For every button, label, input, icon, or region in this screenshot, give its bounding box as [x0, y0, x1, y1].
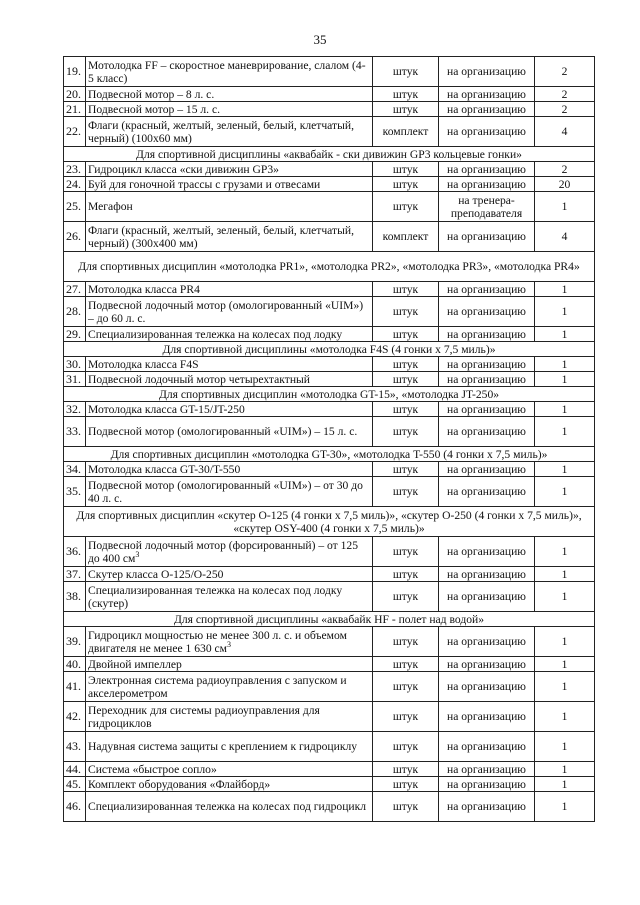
page-number: 35: [313, 32, 327, 47]
item-name: [86, 177, 373, 192]
item-quantity: 1: [535, 372, 595, 387]
item-unit: штук: [373, 657, 439, 672]
row-number: 22.: [64, 117, 86, 147]
item-unit: штук: [373, 282, 439, 297]
item-quantity: 2: [535, 57, 595, 87]
item-quantity: 1: [535, 297, 595, 327]
item-note: на организацию: [439, 762, 535, 777]
item-unit: штук: [373, 567, 439, 582]
item-name: [86, 567, 373, 582]
item-quantity: 1: [535, 567, 595, 582]
item-note: на организацию: [439, 477, 535, 507]
item-name: [86, 102, 373, 117]
item-name-text: Мотолодка класса GT-30/T-550: [88, 462, 241, 476]
item-quantity: 4: [535, 117, 595, 147]
item-quantity: 1: [535, 327, 595, 342]
superscript: 3: [227, 639, 232, 649]
table-row: [64, 537, 595, 567]
item-unit: штук: [373, 192, 439, 222]
item-unit: штук: [373, 762, 439, 777]
item-name: [86, 87, 373, 102]
section-title: Для спортивных дисциплин «мотолодка GT-30», «мотолодка T-550 (4 гонки х 7,5 миль)»: [64, 447, 595, 462]
item-unit: штук: [373, 462, 439, 477]
section-header-row: [64, 147, 595, 162]
item-note: на организацию: [439, 657, 535, 672]
item-quantity: 1: [535, 357, 595, 372]
item-unit: штук: [373, 417, 439, 447]
item-name: [86, 417, 373, 447]
section-header-row: [64, 612, 595, 627]
item-quantity: 1: [535, 777, 595, 792]
item-name: [86, 282, 373, 297]
table-row: [64, 582, 595, 612]
item-note: на организацию: [439, 777, 535, 792]
item-name: [86, 792, 373, 822]
item-name: [86, 162, 373, 177]
section-title: Для спортивной дисциплины «аквабайк - ски дивижин GP3 кольцевые гонки»: [64, 147, 595, 162]
item-unit: штук: [373, 792, 439, 822]
table-row: [64, 177, 595, 192]
item-quantity: 2: [535, 102, 595, 117]
item-unit: штук: [373, 672, 439, 702]
table-row: [64, 477, 595, 507]
item-unit: штук: [373, 477, 439, 507]
section-title: Для спортивной дисциплины «мотолодка F4S (4 гонки х 7,5 миль)»: [64, 342, 595, 357]
item-name: [86, 777, 373, 792]
item-unit: штук: [373, 582, 439, 612]
section-title: Для спортивных дисциплин «скутер O-125 (4 гонки х 7,5 миль)», «скутер O-250 (4 гонки х 7,5 миль)», «скутер OSY-400 (4 гонки х 7,5 миль)»: [64, 507, 595, 537]
item-quantity: 1: [535, 732, 595, 762]
row-number: 35.: [64, 477, 86, 507]
item-unit: комплект: [373, 222, 439, 252]
item-name: [86, 222, 373, 252]
table-row: [64, 567, 595, 582]
row-number: 43.: [64, 732, 86, 762]
item-name-text: Подвесной мотор – 8 л. с.: [88, 87, 215, 101]
table-row: [64, 417, 595, 447]
row-number: 37.: [64, 567, 86, 582]
item-quantity: 1: [535, 792, 595, 822]
item-name: [86, 537, 373, 567]
item-unit: штук: [373, 177, 439, 192]
section-header-row: [64, 252, 595, 282]
item-name: [86, 192, 373, 222]
item-quantity: 1: [535, 417, 595, 447]
item-name: [86, 702, 373, 732]
table-row: [64, 372, 595, 387]
table-row: [64, 402, 595, 417]
item-note: на организацию: [439, 582, 535, 612]
item-note: на организацию: [439, 87, 535, 102]
row-number: 23.: [64, 162, 86, 177]
table-row: [64, 222, 595, 252]
row-number: 29.: [64, 327, 86, 342]
section-header-row: [64, 342, 595, 357]
item-name-text: Подвесной лодочный мотор (форсированный) – от 125 до 400 см: [88, 538, 359, 565]
item-unit: штук: [373, 327, 439, 342]
item-unit: штук: [373, 372, 439, 387]
row-number: 19.: [64, 57, 86, 87]
section-title: Для спортивных дисциплин «мотолодка PR1», «мотолодка PR2», «мотолодка PR3», «мотолодка PR4»: [64, 252, 595, 282]
item-name-text: Переходник для системы радиоуправления для гидроциклов: [88, 703, 320, 730]
item-note: на организацию: [439, 282, 535, 297]
item-unit: комплект: [373, 117, 439, 147]
table-row: [64, 792, 595, 822]
item-name-text: Мотолодка класса F4S: [88, 357, 199, 371]
item-name-text: Гидроцикл мощностью не менее 300 л. с. и объемом двигателя не менее 1 630 см: [88, 628, 347, 655]
item-name-text: Комплект оборудования «Флайборд»: [88, 777, 271, 791]
item-name-text: Флаги (красный, желтый, зеленый, белый, клетчатый, черный) (300х400 мм): [88, 223, 354, 250]
item-quantity: 1: [535, 762, 595, 777]
item-name-text: Специализированная тележка на колесах под гидроцикл: [88, 800, 367, 813]
item-note: на организацию: [439, 372, 535, 387]
section-title: Для спортивных дисциплин «мотолодка GT-15», «мотолодка JT-250»: [64, 387, 595, 402]
item-name: [86, 117, 373, 147]
table-row: [64, 627, 595, 657]
item-quantity: 1: [535, 582, 595, 612]
item-unit: штук: [373, 537, 439, 567]
item-note: на организацию: [439, 702, 535, 732]
item-quantity: 2: [535, 162, 595, 177]
table-row: [64, 117, 595, 147]
row-number: 46.: [64, 792, 86, 822]
table-body: [64, 57, 595, 822]
item-name-text: Специализированная тележка на колесах под лодку: [88, 327, 343, 341]
item-quantity: 1: [535, 657, 595, 672]
item-name-text: Буй для гоночной трассы с грузами и отвесами: [88, 177, 321, 191]
equipment-table: [63, 56, 595, 822]
item-name-text: Флаги (красный, желтый, зеленый, белый, клетчатый, черный) (100х60 мм): [88, 118, 354, 145]
item-note: на организацию: [439, 222, 535, 252]
item-quantity: 1: [535, 672, 595, 702]
item-quantity: 1: [535, 282, 595, 297]
item-quantity: 1: [535, 402, 595, 417]
section-header-row: [64, 507, 595, 537]
table-row: [64, 192, 595, 222]
row-number: 41.: [64, 672, 86, 702]
item-unit: штук: [373, 777, 439, 792]
item-note: на организацию: [439, 117, 535, 147]
item-note: на организацию: [439, 792, 535, 822]
item-name-text: Скутер класса O-125/O-250: [88, 567, 224, 581]
item-name-text: Электронная система радиоуправления с запуском и акселерометром: [88, 673, 347, 700]
item-name: [86, 462, 373, 477]
table-row: [64, 102, 595, 117]
row-number: 21.: [64, 102, 86, 117]
item-quantity: 1: [535, 477, 595, 507]
item-quantity: 1: [535, 627, 595, 657]
item-name-text: Двойной импеллер: [88, 657, 182, 671]
item-note: на организацию: [439, 177, 535, 192]
item-note: на организацию: [439, 462, 535, 477]
item-name: [86, 627, 373, 657]
item-name-text: Подвесной мотор – 15 л. с.: [88, 102, 221, 116]
item-name: [86, 657, 373, 672]
row-number: 33.: [64, 417, 86, 447]
item-name: [86, 357, 373, 372]
item-unit: штук: [373, 297, 439, 327]
table-row: [64, 57, 595, 87]
item-note: на организацию: [439, 672, 535, 702]
table-row: [64, 762, 595, 777]
item-note: на организацию: [439, 327, 535, 342]
item-quantity: 20: [535, 177, 595, 192]
item-quantity: 1: [535, 192, 595, 222]
item-unit: штук: [373, 357, 439, 372]
item-name: [86, 477, 373, 507]
row-number: 24.: [64, 177, 86, 192]
row-number: 26.: [64, 222, 86, 252]
item-name: [86, 672, 373, 702]
item-name-text: Гидроцикл класса «ски дивижин GP3»: [88, 162, 279, 176]
item-unit: штук: [373, 87, 439, 102]
item-unit: штук: [373, 102, 439, 117]
table-row: [64, 672, 595, 702]
item-name: [86, 297, 373, 327]
item-unit: штук: [373, 732, 439, 762]
item-name-text: Мотолодка класса GT-15/JT-250: [88, 402, 245, 416]
table-row: [64, 732, 595, 762]
row-number: 28.: [64, 297, 86, 327]
row-number: 36.: [64, 537, 86, 567]
item-name: [86, 372, 373, 387]
item-name-text: Подвесной лодочный мотор четырехтактный: [88, 372, 311, 386]
row-number: 44.: [64, 762, 86, 777]
item-note: на организацию: [439, 57, 535, 87]
table-row: [64, 162, 595, 177]
row-number: 39.: [64, 627, 86, 657]
table-row: [64, 327, 595, 342]
item-name-text: Специализированная тележка на колесах под лодку (скутер): [88, 583, 343, 610]
item-note: на организацию: [439, 162, 535, 177]
row-number: 31.: [64, 372, 86, 387]
item-name-text: Подвесной мотор (омологированный «UIM») – от 30 до 40 л. с.: [88, 478, 363, 505]
item-quantity: 1: [535, 702, 595, 732]
item-unit: штук: [373, 162, 439, 177]
item-name: [86, 732, 373, 762]
item-name: [86, 57, 373, 87]
table-row: [64, 87, 595, 102]
item-note: на организацию: [439, 417, 535, 447]
item-name: [86, 762, 373, 777]
item-note: на организацию: [439, 357, 535, 372]
item-note: на организацию: [439, 537, 535, 567]
item-name: [86, 402, 373, 417]
item-note: на организацию: [439, 567, 535, 582]
item-note: на тренера-преподавателя: [439, 192, 535, 222]
item-note: на организацию: [439, 297, 535, 327]
item-name-text: Мегафон: [88, 200, 133, 213]
row-number: 32.: [64, 402, 86, 417]
item-name-text: Надувная система защиты с креплением к гидроциклу: [88, 740, 358, 753]
item-unit: штук: [373, 402, 439, 417]
row-number: 40.: [64, 657, 86, 672]
item-note: на организацию: [439, 102, 535, 117]
row-number: 34.: [64, 462, 86, 477]
table-row: [64, 357, 595, 372]
item-note: на организацию: [439, 732, 535, 762]
superscript: 3: [135, 549, 140, 559]
table-row: [64, 657, 595, 672]
section-header-row: [64, 387, 595, 402]
item-unit: штук: [373, 57, 439, 87]
table-row: [64, 702, 595, 732]
item-name-text: Подвесной лодочный мотор (омологированный «UIM») – до 60 л. с.: [88, 298, 364, 325]
item-name-text: Подвесной мотор (омологированный «UIM») – 15 л. с.: [88, 425, 358, 438]
item-quantity: 4: [535, 222, 595, 252]
row-number: 25.: [64, 192, 86, 222]
table-row: [64, 777, 595, 792]
item-quantity: 1: [535, 537, 595, 567]
table-row: [64, 297, 595, 327]
item-name-text: Система «быстрое сопло»: [88, 762, 217, 776]
item-name-text: Мотолодка класса PR4: [88, 282, 200, 296]
section-title: Для спортивной дисциплины «аквабайк HF - полет над водой»: [64, 612, 595, 627]
item-quantity: 1: [535, 462, 595, 477]
row-number: 45.: [64, 777, 86, 792]
item-name: [86, 327, 373, 342]
table-row: [64, 462, 595, 477]
row-number: 30.: [64, 357, 86, 372]
table-row: [64, 282, 595, 297]
row-number: 42.: [64, 702, 86, 732]
row-number: 38.: [64, 582, 86, 612]
row-number: 20.: [64, 87, 86, 102]
item-note: на организацию: [439, 402, 535, 417]
item-name: [86, 582, 373, 612]
item-quantity: 2: [535, 87, 595, 102]
item-unit: штук: [373, 627, 439, 657]
row-number: 27.: [64, 282, 86, 297]
item-unit: штук: [373, 702, 439, 732]
item-note: на организацию: [439, 627, 535, 657]
item-name-text: Мотолодка FF – скоростное маневрирование, слалом (4-5 класс): [88, 58, 366, 85]
section-header-row: [64, 447, 595, 462]
